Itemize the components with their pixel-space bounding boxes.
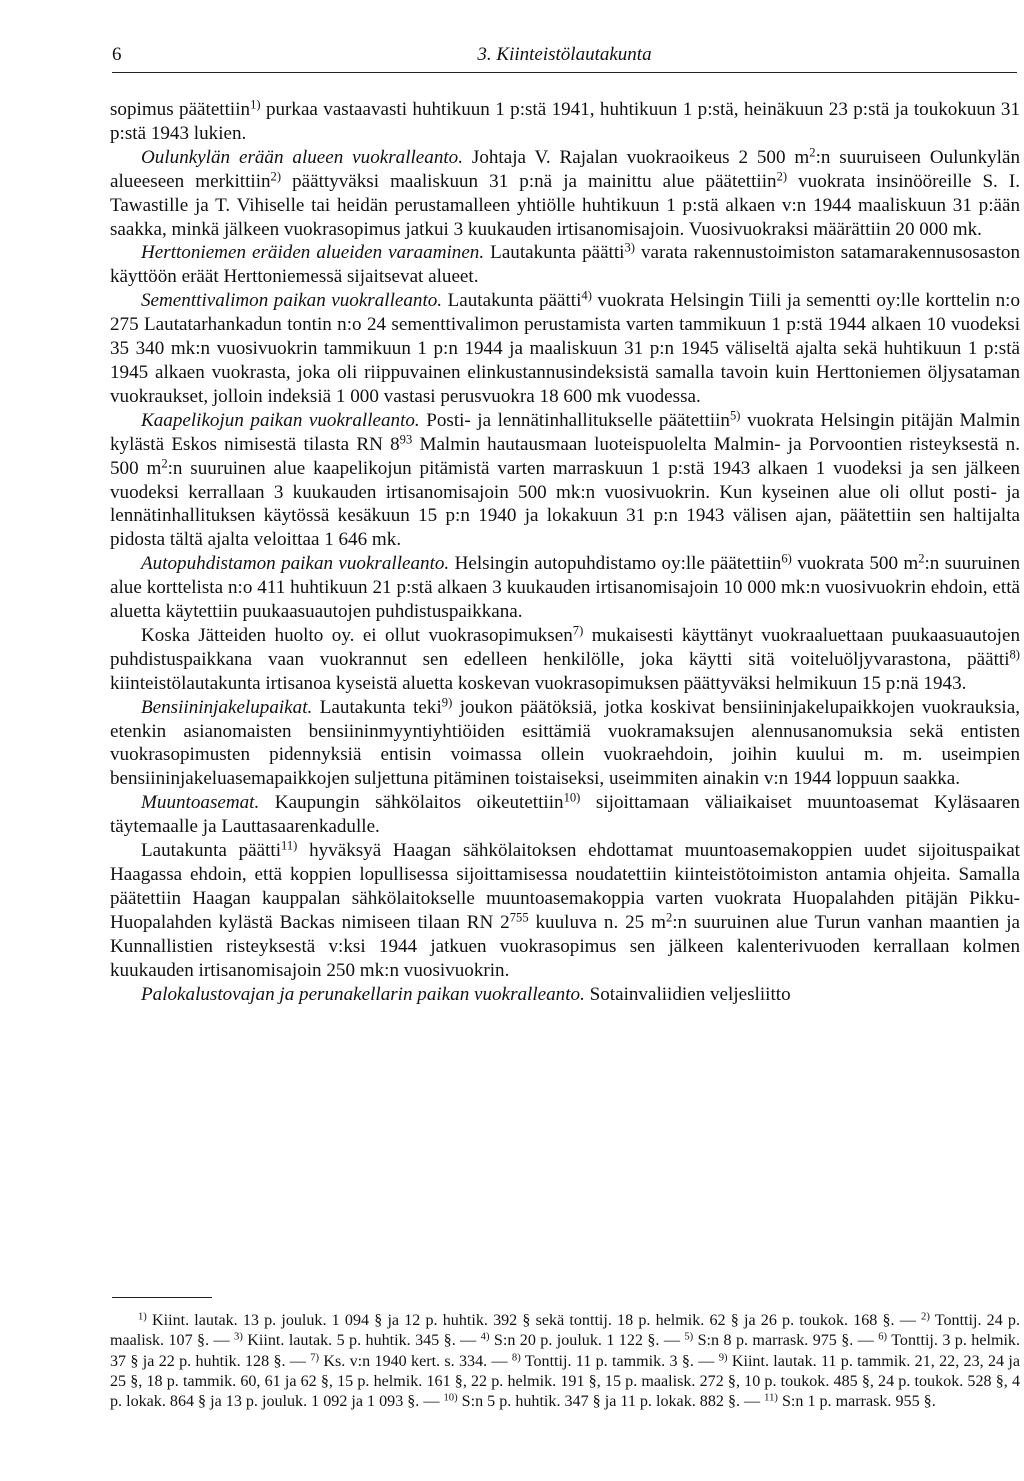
text-run: varata rakennustoimiston satamarakennusosaston käyttöön eräät Herttoniemessä sijaitsevat alueet. <box>110 242 1020 288</box>
footnote-ref: 1) <box>250 97 261 112</box>
paragraph <box>110 289 1020 409</box>
footnotes <box>110 1311 1020 1412</box>
text-run: S:n 5 p. huhtik. 347 § ja 11 p. lokak. 882 §. — <box>457 1393 765 1411</box>
paragraph <box>110 983 1020 1007</box>
footnote-ref: 2) <box>270 169 282 184</box>
footnote-ref: 7) <box>572 623 584 638</box>
footnote-ref: 4) <box>480 1331 490 1343</box>
footnote-ref: 11) <box>281 838 298 853</box>
text-run: :n suuruiseen Oulunkylän alueeseen merkittiin <box>110 146 1020 192</box>
section-heading: Autopuhdistamon paikan vuokralleanto. <box>141 553 450 575</box>
text-run: mukaisesti käyttänyt vuokraaluettaan puukaasuautojen puhdistuspaikkana vaan vuokrannut sen edelleen henkilölle, joka käytti sitä voiteluöljyvarastona, päätti <box>110 624 1020 670</box>
text-run: S:n 1 p. marrask. 955 §. <box>777 1393 936 1411</box>
text-run: joukon päätöksiä, jotka koskivat bensiininjakelupaikkojen vuokrauksia, etenkin asianomaisten bensiininmyyntiyhtiöiden esittämiä vuokramaksujen alennusanomuksia sekä entisten vuokrasopimusten pidennyksiä entisin voimassa ollein vuokraehdoin, joihin kuului m. m. useimpien bensiininjakeluasemapaikkojen suljettuna pitäminen toistaiseksi, useimmiten ainakin v:n 1944 loppuun saakka. <box>110 696 1020 790</box>
text-run: vuokrata insinööreille S. I. Tawastille ja T. Vihiselle tai heidän perustamalleen yhtiölle huhtikuun 1 p:stä alkaen v:n 1944 maaliskuun 31 p:ään saakka, minkä jälkeen vuokrasopimus jatkui 3 kuukauden irtisanomisajoin. Vuosivuokraksi määrättiin 20 000 mk. <box>110 170 1021 240</box>
footnote-paragraph <box>110 1311 1020 1412</box>
text-run: :n suuruinen alue korttelista n:o 411 huhtikuun 21 p:stä alkaen 3 kuukauden irtisanomisajoin 10 000 mk:n vuosivuokrin ehdoin, että aluetta käytettiin puukaasuautojen puhdistuspaikkana. <box>110 553 1021 623</box>
footnote-ref: 6) <box>878 1331 888 1343</box>
section-heading: Herttoniemen eräiden alueiden varaaminen. <box>141 242 485 264</box>
footnote-ref: 10) <box>443 1392 458 1404</box>
text-run: Lautakunta päätti <box>141 840 282 862</box>
footnote-ref: 8) <box>511 1352 521 1364</box>
footnote-ref: 2) <box>776 169 788 184</box>
text-run: Lautakunta päätti <box>442 290 582 312</box>
footnote-ref: 11) <box>764 1392 778 1404</box>
paragraph <box>110 241 1020 289</box>
text-run: S:n 20 p. jouluk. 1 122 §. — <box>489 1332 685 1350</box>
text-run: kiinteistölautakunta irtisanoa kyseistä aluetta koskevan vuokrasopimuksen päättyväksi helmikuun 15 p:nä 1943. <box>110 672 967 694</box>
text-run: Tonttij. 11 p. tammik. 3 §. — <box>520 1352 719 1370</box>
section-heading: Muuntoasemat. <box>141 792 260 814</box>
paragraph <box>110 552 1020 624</box>
text-run: Posti- ja lennätinhallitukselle päätettiin <box>419 409 730 431</box>
footnote-ref: 93 <box>399 432 413 447</box>
footnote-ref: 2 <box>161 456 168 471</box>
section-heading: Oulunkylän erään alueen vuokralleanto. <box>141 146 463 168</box>
text-run: sopimus päätettiin <box>110 99 251 120</box>
footnote-rule <box>112 1297 212 1298</box>
text-run: Johtaja V. Rajalan vuokraoikeus 2 500 m <box>463 146 810 168</box>
running-title: 3. Kiinteistölautakunta <box>477 44 652 65</box>
footnote-ref: 3) <box>624 241 635 256</box>
footnote-ref: 9) <box>718 1352 728 1364</box>
text-run: hyväksyä Haagan sähkölaitoksen ehdottamat muuntoasemakoppien uudet sijoituspaikat Haagassa ehdoin, että koppien lopullisessa sijoittamisessa noudatettiin kiinteistötoimiston antamia ohjeita. Samalla päätettiin Haagan kauppalan sähkölaitokselle muuntoasemakoppia varten vuokrata Huopalahden pitäjän Pikku-Huopalahden kylästä Backas nimiseen tilaan RN 2 <box>110 840 1020 933</box>
text-run: Kiint. lautak. 11 p. tammik. 21, 22, 23, 24 ja 25 §, 18 p. tammik. 60, 61 ja 62 §, 15 p. helmik. 161 §, 22 p. helmik. 191 §, 15 p. maalisk. 272 §, 10 p. toukok. 485 §, 24 p. toukok. 528 §, 4 p. lokak. 864 § ja 13 p. jouluk. 1 092 ja 1 093 §. — <box>110 1352 1021 1411</box>
section-heading: Kaapelikojun paikan vuokralleanto. <box>141 409 420 431</box>
text-run: Helsingin autopuhdistamo oy:lle päätettiin <box>449 553 782 575</box>
text-run: päättyväksi maaliskuun 31 p:nä ja mainittu alue päätettiin <box>281 170 777 192</box>
footnote-ref: 5) <box>684 1331 694 1343</box>
page-header <box>112 44 1017 72</box>
text-run: Tonttij. 3 p. helmik. 37 § ja 22 p. huhtik. 128 §. — <box>110 1332 1021 1370</box>
text-run: kuuluva n. 25 m <box>528 911 666 933</box>
text-run: Koska Jätteiden huolto oy. ei ollut vuokrasopimuksen <box>141 624 573 646</box>
footnote-ref: 2 <box>918 551 925 566</box>
paragraph <box>110 696 1020 792</box>
text-run: purkaa vastaavasti huhtikuun 1 p:stä 1941, huhtikuun 1 p:stä, heinäkuun 23 p:stä ja toukokuun 31 p:stä 1943 lukien. <box>110 99 1020 144</box>
paragraph <box>110 839 1020 982</box>
footnote-ref: 7) <box>310 1352 320 1364</box>
footnote-ref: 2 <box>809 145 816 160</box>
footnote-ref: 9) <box>441 695 453 710</box>
text-run: Malmin hautausmaan luoteispuolelta Malmin- ja Porvoontien risteyksestä n. 500 m <box>110 433 1020 479</box>
footnote-ref: 2 <box>665 910 673 925</box>
text-run: vuokrata Helsingin pitäjän Malmin kylästä Eskos nimisestä tilasta RN 8 <box>110 409 1021 455</box>
text-run: :n suuruinen alue kaapelikojun pitämistä varten marraskuun 1 p:stä 1943 alkaen 1 vuodeksi ja sen jälkeen vuodeksi kerrallaan 3 kuukauden irtisanomisajoin 500 mk:n vuosivuokrin. Kun kyseinen alue oli ollut posti- ja lennätinhallituksen käytössä kesäkuun 15 p:n 1940 ja lokakuun 31 p:n 1943 välisen ajan, päätettiin sen haltijalta pidosta tältä ajalta veloittaa 1 646 mk. <box>110 457 1020 551</box>
text-run: vuokrata 500 m <box>791 553 919 575</box>
text-run: :n suuruinen alue Turun vanhan maantien ja Kunnallistien risteyksestä v:ksi 1944 jatkuen vuokrasopimus sen jälkeen kalenterivuoden kerrallaan kolmen kuukauden irtisanomisajoin 250 mk:n vuosivuokrin. <box>110 911 1021 981</box>
footnote-ref: 2) <box>921 1311 930 1323</box>
footnote-ref: 6) <box>781 551 792 566</box>
footnote-ref: 3) <box>234 1331 243 1343</box>
footnote-ref: 1) <box>138 1311 147 1323</box>
text-run: sijoittamaan väliaikaiset muuntoasemat Kyläsaaren täytemaalle ja Lauttasaarenkadulle. <box>110 792 1020 838</box>
text-run: Kiint. lautak. 13 p. jouluk. 1 094 § ja 12 p. huhtik. 392 § sekä tonttij. 18 p. helmik. 62 § ja 26 p. toukok. 168 §. — <box>146 1312 922 1329</box>
section-heading: Sementtivalimon paikan vuokralleanto. <box>141 290 443 312</box>
footnote-ref: 10) <box>563 790 581 805</box>
paragraph <box>110 146 1020 242</box>
text-run: Tonttij. 24 p. maalisk. 107 §. — <box>110 1312 1021 1350</box>
text-run: Lautakunta päätti <box>484 242 625 264</box>
section-heading: Bensiininjakelupaikat. <box>141 696 313 718</box>
header-rule <box>112 72 1017 73</box>
text-run: Lautakunta teki <box>312 696 442 718</box>
text-run: Ks. v:n 1940 kert. s. 334. — <box>319 1352 512 1370</box>
footnote-ref: 755 <box>509 910 529 925</box>
paragraph <box>110 791 1020 839</box>
footnote-ref: 8) <box>1009 647 1020 662</box>
page-number: 6 <box>112 44 122 65</box>
text-run: S:n 8 p. marrask. 975 §. — <box>693 1332 879 1350</box>
text-run: vuokrata Helsingin Tiili ja sementti oy:lle korttelin n:o 275 Lautatarhankadun tontin n:o 24 sementtivalimon perustamista varten tammikuun 1 p:stä 1944 alkaen 10 vuodeksi 35 340 mk:n vuosivuokrin tammikuun 1 p:n 1944 ja maaliskuun 31 p:n 1945 väliseltä ajalta sekä huhtikuun 1 p:stä 1945 alkaen vuokrasta, joka oli riippuvainen elinkustannusindeksistä samalla tavoin kuin Herttoniemen öljysataman vuokraukset, jolloin indeksiä 1 000 vastasi perusvuokra 18 600 mk vuodessa. <box>110 290 1020 407</box>
text-run: Kiint. lautak. 5 p. huhtik. 345 §. — <box>242 1332 481 1350</box>
section-heading: Palokalustovajan ja perunakellarin paikan vuokralleanto. <box>141 983 585 1005</box>
paragraph <box>110 624 1020 696</box>
paragraph <box>110 98 1020 146</box>
text-run: Sotainvaliidien veljesliitto <box>584 983 791 1005</box>
text-run: Kaupungin sähkölaitos oikeutettiin <box>259 792 564 814</box>
paragraph <box>110 409 1020 552</box>
body-text <box>110 98 1020 1006</box>
footnote-ref: 4) <box>581 288 592 303</box>
footnote-ref: 5) <box>729 408 741 423</box>
